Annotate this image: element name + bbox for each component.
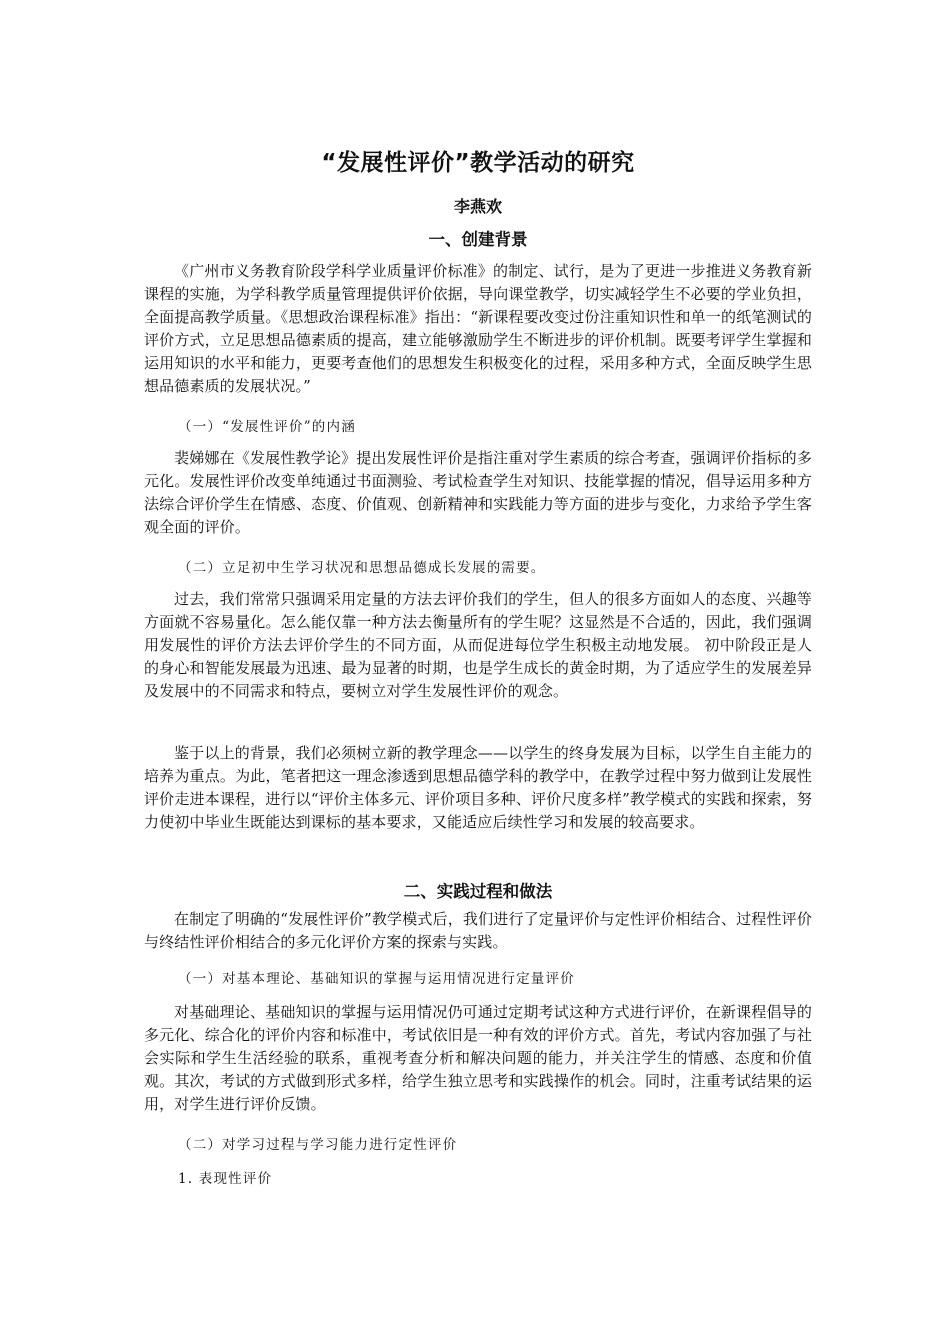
section-heading-background: 一、创建背景	[428, 230, 528, 249]
paragraph-student-needs: 过去，我们常常只强调采用定量的方法去评价我们的学生，但人的很多方面如人的态度、兴趣等方面就不容易量化。怎么能仅靠一种方法去衡量所有的学生呢？这显然是不合适的，因此，我们强调用发展性的评价方法去评价学生的不同方面，从而促进每位学生积极主动地发展。 初中阶段正是人的身心和智能发展最为迅速、最为显著的时期，也是学生成长的黄金时期，为了适应学生的发展差异及发展中的不同需求和特点，要树立对学生发展性评价的观念。	[144, 590, 812, 700]
paragraph-background-intro: 《广州市义务教育阶段学科学业质量评价标准》的制定、试行，是为了更进一步推进义务教育新课程的实施，为学科教学质量管理提供评价依据，导向课堂教学，切实减轻学生不必要的学业负担，全面提高教学质量。《思想政治课程标准》指出：“新课程要改变过份注重知识性和单一的纸笔测试的评价方式，立足思想品德素质的提高，建立能够激励学生不断进步的评价机制。既要考评学生掌握和运用知识的水平和能力，更要考查他们的思想发生积极变化的过程，采用多种方式，全面反映学生思想品德素质的发展状况。”	[144, 262, 812, 395]
subheading-qualitative: （二）对学习过程与学习能力进行定性评价	[178, 1137, 458, 1153]
paragraph-connotation: 裴娣娜在《发展性教学论》提出发展性评价是指注重对学生素质的综合考查，强调评价指标的多元化。发展性评价改变单纯通过书面测验、考试检查学生对知识、技能掌握的情况，倡导运用多种方法综合评价学生在情感、态度、价值观、创新精神和实践能力等方面的进步与变化，力求给予学生客观全面的评价。	[144, 449, 812, 536]
section-heading-practice: 二、实践过程和做法	[403, 882, 553, 901]
subheading-quantitative: （一）对基本理论、基础知识的掌握与运用情况进行定量评价	[178, 971, 575, 987]
list-item-performance-evaluation: 1. 表现性评价	[178, 1171, 273, 1187]
paragraph-teaching-concept: 鉴于以上的背景，我们必须树立新的教学理念——以学生的终身发展为目标，以学生自主能力的培养为重点。为此，笔者把这一理念渗透到思想品德学科的教学中，在教学过程中努力做到让发展性评价走进本课程，进行以“评价主体多元、评价项目多种、评价尺度多样”教学模式的实践和探索，努力使初中毕业生既能达到课标的基本要求，又能适应后续性学习和发展的较高要求。	[144, 744, 812, 831]
paragraph-practice-intro: 在制定了明确的“发展性评价”教学模式后，我们进行了定量评价与定性评价相结合、过程性评价与终结性评价相结合的多元化评价方案的探索与实践。	[144, 910, 812, 951]
document-title: “发展性评价”教学活动的研究	[321, 150, 635, 176]
subheading-connotation: （一）“发展性评价”的内涵	[178, 419, 356, 435]
subheading-student-needs: （二）立足初中生学习状况和思想品德成长发展的需要。	[178, 560, 546, 576]
author-name: 李燕欢	[453, 197, 502, 216]
paragraph-quantitative: 对基础理论、基础知识的掌握与运用情况仍可通过定期考试这种方式进行评价，在新课程倡导的多元化、综合化的评价内容和标准中，考试依旧是一种有效的评价方式。首先，考试内容加强了与社会实际和学生生活经验的联系，重视考查分析和解决问题的能力，并关注学生的情感、态度和价值观。其次，考试的方式做到形式多样，给学生独立思考和实践操作的机会。同时，注重考试结果的运用，对学生进行评价反馈。	[144, 1003, 812, 1113]
